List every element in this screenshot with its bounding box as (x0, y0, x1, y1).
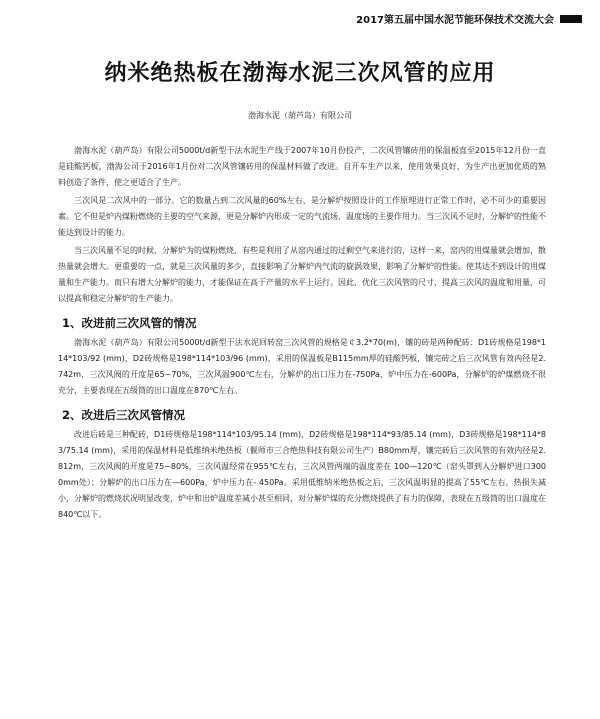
header-block-mark (560, 15, 582, 23)
conference-name: 2017第五届中国水泥节能环保技术交流大会 (356, 15, 554, 26)
article-title: 纳米绝热板在渤海水泥三次风管的应用 (104, 61, 496, 86)
section-1-paragraph: 渤海水泥（葫芦岛）有限公司5000t/d新型干法水泥回转窑三次风管的规格是￠3.2*70(m)，镶的砖是两种配砖：D1砖规格是198*114*103/92 (mm)，D2砖规格是198*114*103/96 (mm)，采用的保温板是B115mm厚的硅酸钙板，镶完砖之后三次风管有效内径是2.742m，三次风阀的开度是65~70%，三次风温900℃左右，分解炉的出口压力在-750Pa，炉中压力在-600Pa，分解炉的炉煤燃烧不很充分，主要表现在五级筒的出口温度在870℃左右。 (58, 338, 546, 395)
section-heading-2: 2、改进后三次风管情况 (62, 408, 186, 422)
running-header (356, 11, 582, 26)
section-2-paragraph: 改进后砖是三种配砖，D1砖规格是198*114*103/95.14 (mm)，D2砖规格是198*114*93/85.14 (mm)，D3砖规格是198*114*83/75.14 (mm)，采用的保温材料是低维纳米绝热板（偃师市三合绝热科技有限公司生产）B80mm厚，镶完砖后三次风管的有效内径是2.812m，三次风阀的开度是75~80%，三次风温经常在955℃左右，三次风管两端的温度差在 100—120℃（窑头罩到入分解炉进口3000mm处）；分解炉的出口压力在—600Pa，炉中压力在- 450Pa。采用低维纳米绝热板之后，三次风温明显的提高了55℃左右，热损失减小，分解炉的燃烧状况明显改变，炉中和出炉温度差减小甚至相同，对分解炉煤的充分燃烧提供了有力的保障，表现在五级筒的出口温度在840℃以下。 (58, 430, 546, 519)
article-author: 渤海水泥（葫芦岛）有限公司 (248, 111, 352, 120)
intro-paragraph-1: 渤海水泥（葫芦岛）有限公司5000t/d新型干法水泥生产线于2007年10月份投产，二次风管镶砖用的保温板直至2015年12月份一直是硅酸钙板，渤海公司于2016年1月份对二次风管镶砖用的保温材料做了改进。自开车生产以来，使用效果良好，为生产出更加优质的熟料创造了条件，使之更适合了生产。 (58, 146, 546, 187)
article-body (58, 143, 546, 525)
intro-paragraph-3: 当三次风量不足的时候，分解炉为的煤粉燃烧，有些是利用了从窑内通过的过剩空气来进行的，这样一来，窑内的用煤量就会增加，散热量就会增大。更重要的一点，就是三次风量的多少，直接影响了分解炉内气流的旋涡效果，影响了分解炉的性能。使其达不到设计的用煤量和生产能力。而只有增大分解炉的能力，才能保证在高于产量的水平上运行。因此，优化三次风管的尺寸，提高三次风的温度和用量，可以提高和稳定分解炉的生产能力。 (58, 246, 546, 303)
section-heading-1: 1、改进前三次风管的情况 (62, 316, 197, 330)
intro-paragraph-2: 三次风是二次风中的一部分。它的数量占到二次风量的60%左右，是分解炉按照设计的工作原理进行正常工作时，必不可少的重要因素。它不但是炉内煤粉燃烧的主要的空气来源，更是分解炉内形成一定的气流场，温度场的主要作用力。当三次风不足时，分解炉的性能不能达到设计的能力。 (58, 196, 546, 237)
